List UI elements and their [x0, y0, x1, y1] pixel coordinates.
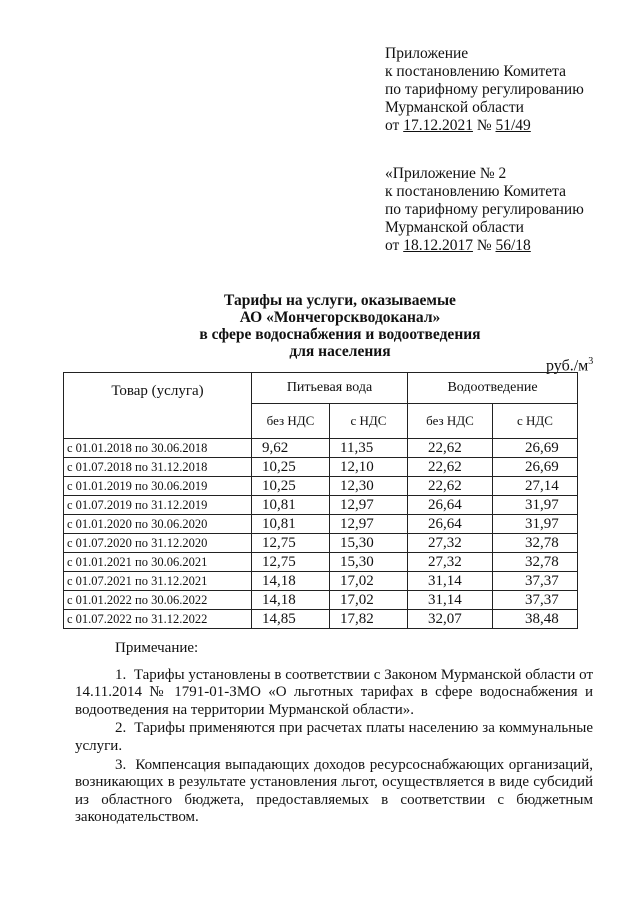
- cell-water-vat: 12,97: [330, 515, 408, 534]
- cell-sewer-no-vat: 27,32: [408, 534, 493, 553]
- cell-period: с 01.01.2021 по 30.06.2021: [64, 553, 252, 572]
- unit-text: руб./м: [546, 357, 589, 375]
- appendix-line: «Приложение № 2: [385, 165, 507, 182]
- appendix-line: по тарифному регулированию: [385, 81, 584, 98]
- cell-sewer-vat: 32,78: [493, 553, 578, 572]
- cell-water-no-vat: 14,18: [252, 572, 330, 591]
- table-row: [64, 610, 578, 629]
- appendix-current-block: [385, 45, 584, 135]
- appendix-date: 18.12.2017: [403, 237, 473, 254]
- note-item-1: 1. Тарифы установлены в соответствии с Законом Мурманской области от 14.11.2014 № 1791-01-ЗМО «О льготных тарифах в сфере водоснабжения и водоотведения на территории Мурманской области».: [75, 666, 593, 718]
- appendix-line: Приложение: [385, 45, 469, 62]
- cell-sewer-no-vat: 31,14: [408, 591, 493, 610]
- appendix-line: к постановлению Комитета: [385, 183, 566, 200]
- appendix-date-line: [385, 117, 584, 135]
- cell-sewer-vat: 31,97: [493, 496, 578, 515]
- cell-period: с 01.01.2018 по 30.06.2018: [64, 439, 252, 458]
- document-title: [140, 292, 540, 360]
- cell-water-vat: 17,02: [330, 591, 408, 610]
- cell-sewer-no-vat: 26,64: [408, 515, 493, 534]
- appendix-number: 56/18: [495, 237, 531, 254]
- appendix-original-block: [385, 165, 584, 255]
- note-item-2: 2. Тарифы применяются при расчетах платы населению за коммунальные услуги.: [75, 720, 593, 754]
- cell-water-vat: 17,02: [330, 572, 408, 591]
- cell-water-no-vat: 10,25: [252, 477, 330, 496]
- cell-period: с 01.07.2020 по 31.12.2020: [64, 534, 252, 553]
- cell-sewer-vat: 37,37: [493, 591, 578, 610]
- cell-sewer-no-vat: 22,62: [408, 439, 493, 458]
- title-line: для населения: [289, 343, 391, 360]
- appendix-number: 51/49: [495, 117, 531, 134]
- cell-water-vat: 12,30: [330, 477, 408, 496]
- cell-period: с 01.01.2020 по 30.06.2020: [64, 515, 252, 534]
- cell-period: с 01.01.2019 по 30.06.2019: [64, 477, 252, 496]
- cell-period: с 01.07.2021 по 31.12.2021: [64, 572, 252, 591]
- appendix-date: 17.12.2021: [403, 117, 473, 134]
- header-goods: Товар (услуга): [64, 373, 252, 439]
- title-line: АО «Мончегорскводоканал»: [239, 309, 441, 326]
- subheader-sewer-no-vat: без НДС: [408, 404, 493, 439]
- cell-sewer-vat: 26,69: [493, 439, 578, 458]
- header-sewer: Водоотведение: [408, 373, 578, 404]
- table-row: [64, 534, 578, 553]
- cell-period: с 01.07.2022 по 31.12.2022: [64, 610, 252, 629]
- cell-sewer-no-vat: 31,14: [408, 572, 493, 591]
- cell-sewer-vat: 32,78: [493, 534, 578, 553]
- cell-water-vat: 15,30: [330, 534, 408, 553]
- table-row: [64, 591, 578, 610]
- cell-water-vat: 12,97: [330, 496, 408, 515]
- cell-sewer-no-vat: 22,62: [408, 458, 493, 477]
- unit-superscript: 3: [588, 356, 594, 367]
- header-water: Питьевая вода: [252, 373, 408, 404]
- appendix-line: к постановлению Комитета: [385, 63, 566, 80]
- notes-heading: Примечание:: [115, 640, 199, 656]
- cell-sewer-vat: 37,37: [493, 572, 578, 591]
- appendix-line: по тарифному регулированию: [385, 201, 584, 218]
- cell-water-vat: 17,82: [330, 610, 408, 629]
- cell-sewer-no-vat: 22,62: [408, 477, 493, 496]
- table-row: [64, 477, 578, 496]
- cell-sewer-no-vat: 27,32: [408, 553, 493, 572]
- number-prefix: №: [472, 117, 496, 134]
- table-row: [64, 553, 578, 572]
- date-prefix: от: [385, 237, 404, 254]
- number-prefix: №: [472, 237, 496, 254]
- subheader-water-vat: с НДС: [330, 404, 408, 439]
- cell-water-no-vat: 12,75: [252, 553, 330, 572]
- table-row: [64, 515, 578, 534]
- cell-sewer-vat: 38,48: [493, 610, 578, 629]
- cell-water-vat: 15,30: [330, 553, 408, 572]
- title-line: в сфере водоснабжения и водоотведения: [199, 326, 481, 343]
- title-line: Тарифы на услуги, оказываемые: [224, 292, 456, 309]
- appendix-date-line: [385, 237, 584, 255]
- cell-water-no-vat: 10,81: [252, 496, 330, 515]
- cell-water-no-vat: 14,18: [252, 591, 330, 610]
- note-item-3: 3. Компенсация выпадающих доходов ресурсоснабжающих организаций, возникающих в результате установления льгот, осуществляется в виде субсидий из областного бюджета, предоставляемых в соответствии с бюджетным законодательством.: [75, 756, 593, 826]
- cell-sewer-vat: 31,97: [493, 515, 578, 534]
- table-row: [64, 458, 578, 477]
- cell-period: с 01.01.2022 по 30.06.2022: [64, 591, 252, 610]
- cell-sewer-vat: 27,14: [493, 477, 578, 496]
- cell-sewer-no-vat: 32,07: [408, 610, 493, 629]
- appendix-line: Мурманской области: [385, 99, 524, 116]
- appendix-line: Мурманской области: [385, 219, 524, 236]
- cell-water-no-vat: 10,81: [252, 515, 330, 534]
- cell-water-no-vat: 12,75: [252, 534, 330, 553]
- cell-period: с 01.07.2019 по 31.12.2019: [64, 496, 252, 515]
- date-prefix: от: [385, 117, 404, 134]
- table-header-row: [64, 373, 578, 404]
- subheader-sewer-vat: с НДС: [493, 404, 578, 439]
- cell-sewer-vat: 26,69: [493, 458, 578, 477]
- table-row: [64, 439, 578, 458]
- tariff-table: [63, 372, 578, 629]
- table-row: [64, 496, 578, 515]
- cell-water-no-vat: 14,85: [252, 610, 330, 629]
- cell-period: с 01.07.2018 по 31.12.2018: [64, 458, 252, 477]
- cell-water-no-vat: 9,62: [252, 439, 330, 458]
- subheader-water-no-vat: без НДС: [252, 404, 330, 439]
- cell-water-no-vat: 10,25: [252, 458, 330, 477]
- cell-water-vat: 12,10: [330, 458, 408, 477]
- table-row: [64, 572, 578, 591]
- cell-water-vat: 11,35: [330, 439, 408, 458]
- cell-sewer-no-vat: 26,64: [408, 496, 493, 515]
- notes-section: [75, 640, 593, 827]
